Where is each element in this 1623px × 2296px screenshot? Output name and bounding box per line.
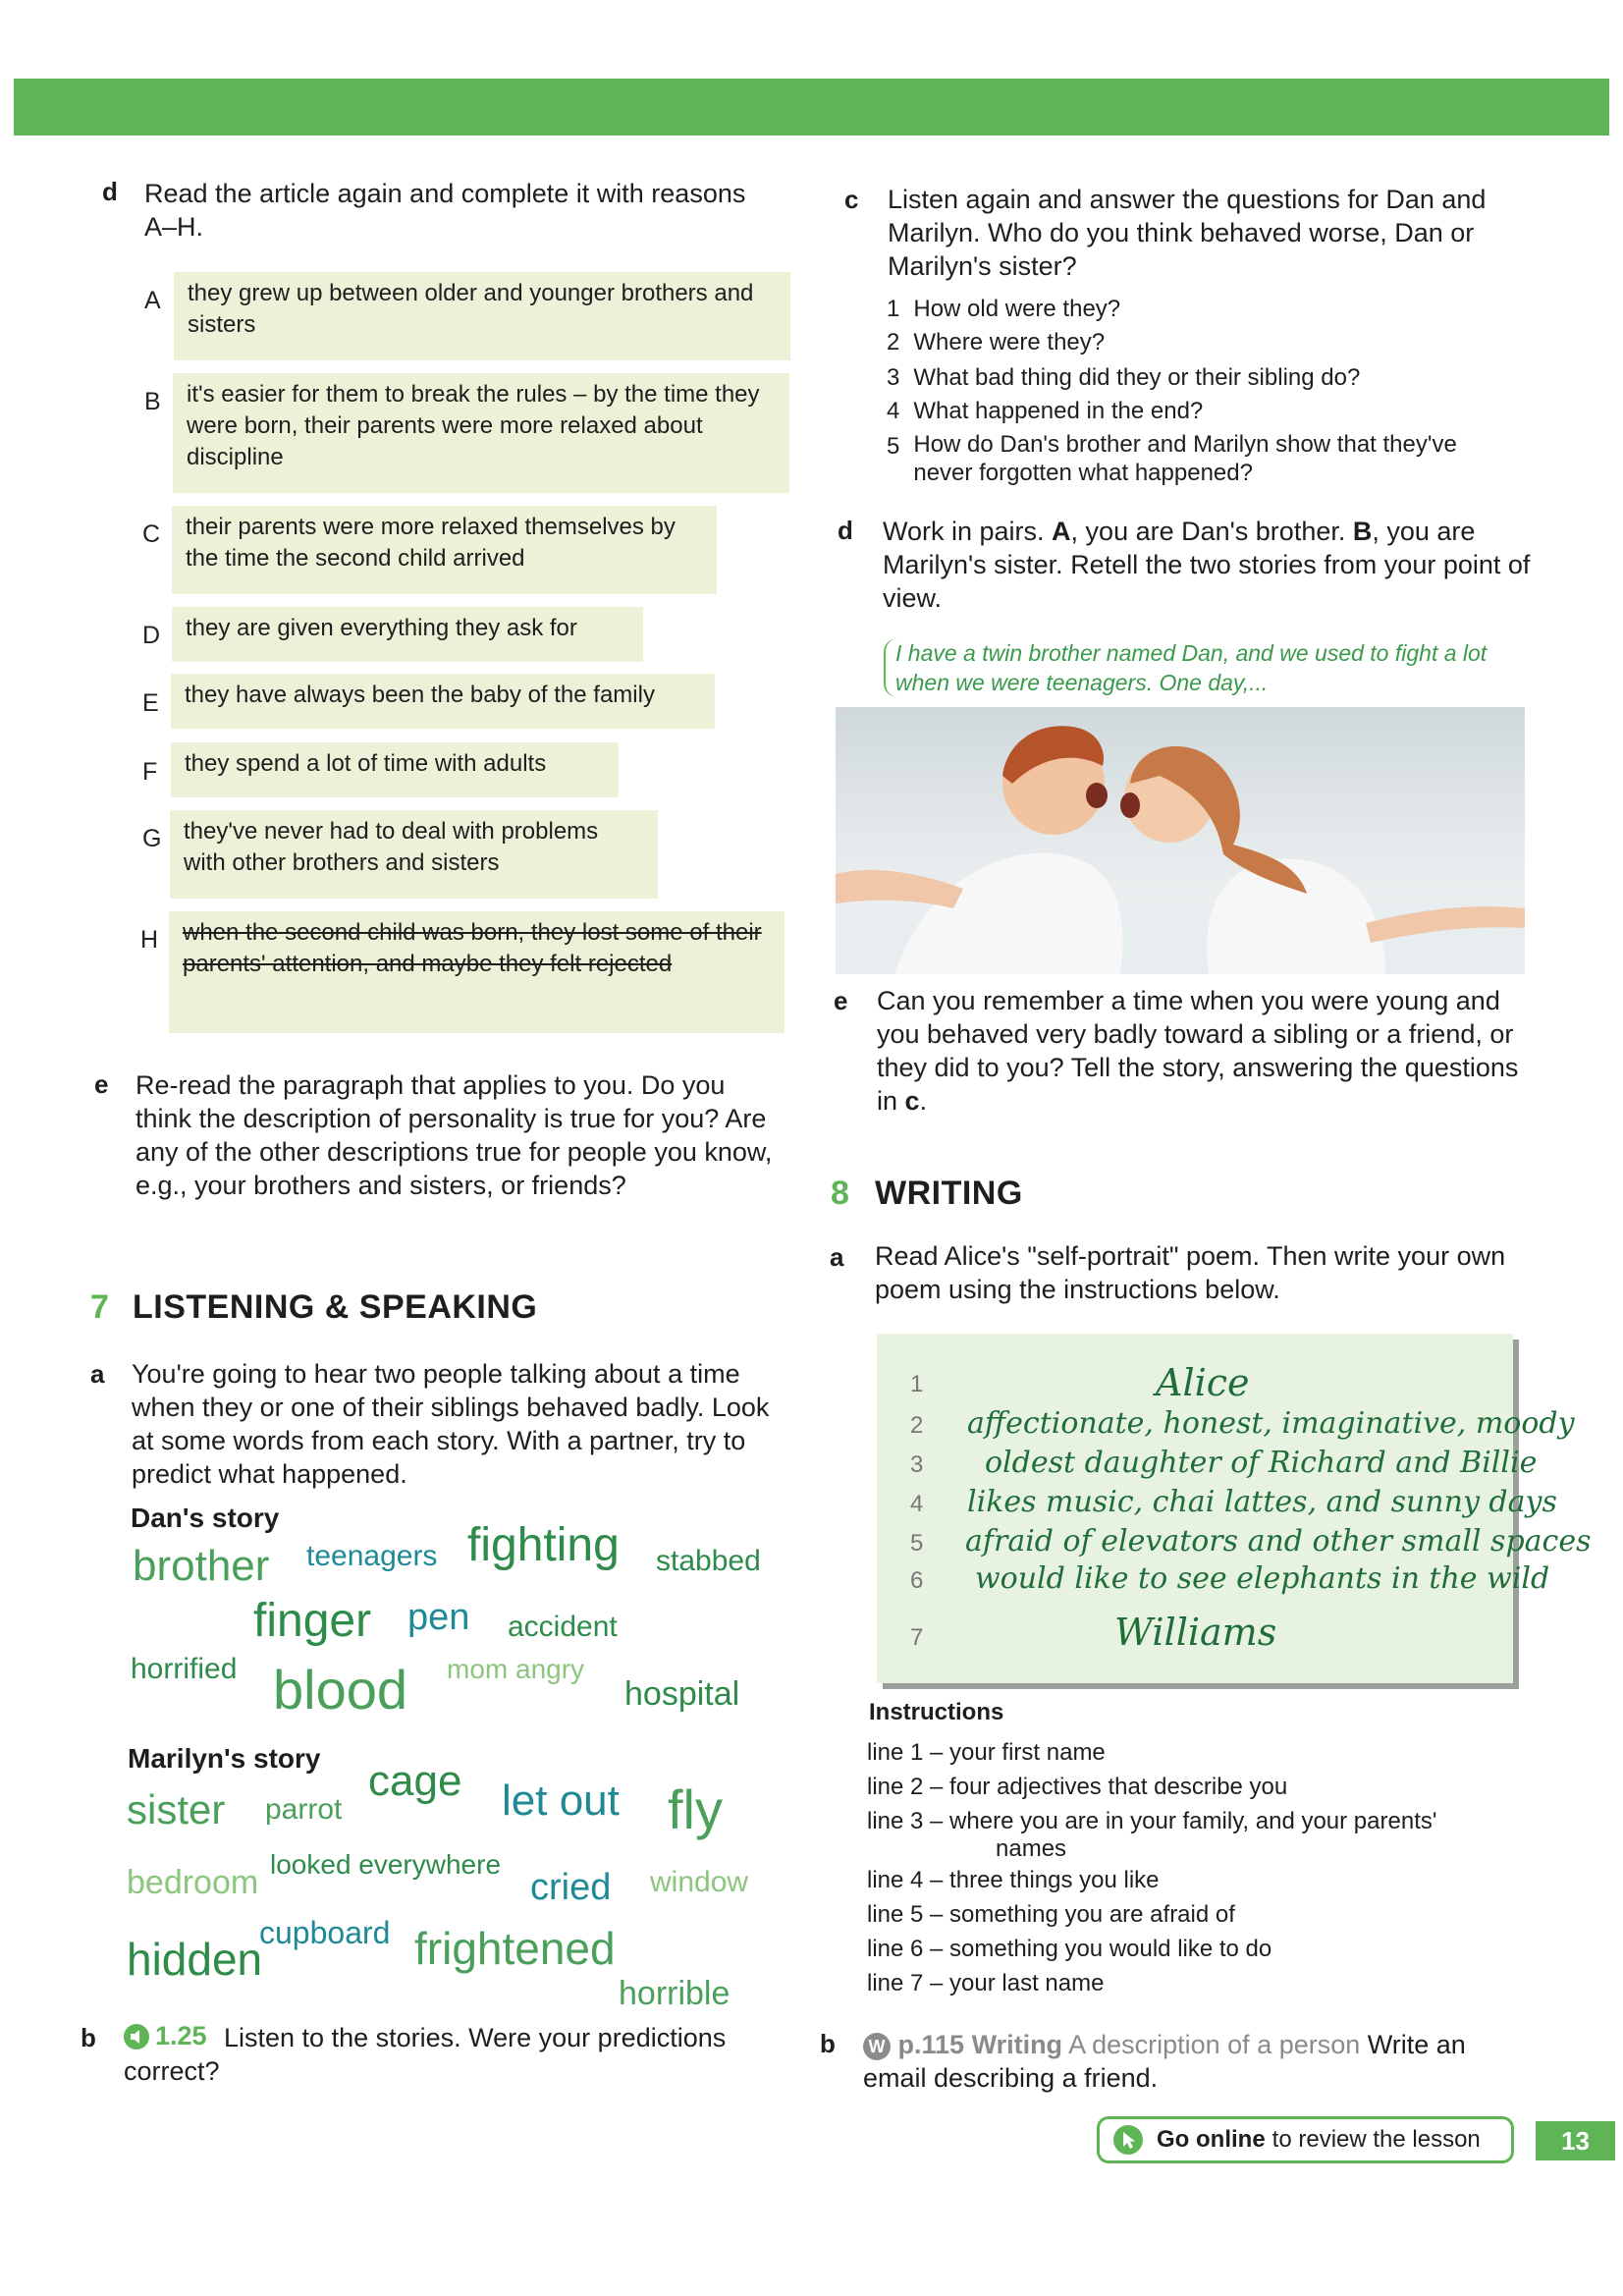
reason-box-e: they have always been the baby of the family xyxy=(171,674,715,729)
poem-line-number: 5 xyxy=(910,1530,924,1557)
word-chip: teenagers xyxy=(306,1540,438,1572)
writing-task: Write an email describing a friend. xyxy=(863,2030,1466,2093)
section-7-number: 7 xyxy=(90,1288,109,1326)
word-chip: sister xyxy=(127,1786,226,1832)
reason-letter: G xyxy=(142,825,162,852)
poem-line: likes music, chai lattes, and sunny days xyxy=(967,1485,1557,1519)
poem-line: would like to see elephants in the wild xyxy=(975,1561,1550,1596)
poem-card xyxy=(877,1334,1592,1683)
word-chip: bedroom xyxy=(127,1864,259,1901)
exercise-7a-text: You're going to hear two people talking about a time when they or one of their siblings behaved badly. Look at some words from each story. With a partner, try to predict what happened. xyxy=(132,1359,770,1489)
instruction-item: names xyxy=(996,1835,1067,1862)
reason-letter: D xyxy=(142,622,161,649)
go-online-label: Go online xyxy=(1157,2126,1266,2153)
exercise-d2-text: Work in pairs. A, you are Dan's brother. B, you are Marilyn's sister. Retell the two stories from your point of view. xyxy=(883,517,1531,613)
exercise-e-text: Re-read the paragraph that applies to you. Do you think the description of personality is true for you? Are any of the other descriptions true for people you know, e.g., your brothers and sisters, or friends? xyxy=(135,1070,773,1200)
word-chip: looked everywhere xyxy=(270,1849,502,1880)
word-chip: finger xyxy=(253,1595,372,1647)
question-number: 2 xyxy=(887,329,900,355)
reason-letter: F xyxy=(142,758,158,786)
word-chip: hidden xyxy=(127,1934,263,1985)
question-text: How old were they? xyxy=(913,296,1121,322)
exercise-7b-text: Listen to the stories. Were your predictions correct? xyxy=(124,2023,727,2086)
word-chip: accident xyxy=(508,1611,618,1643)
reason-box-h-example: when the second child was born, they lost some of their parents' attention, and maybe they felt rejected xyxy=(169,911,784,1033)
siblings-photo xyxy=(836,707,1525,974)
question-item xyxy=(887,361,1535,395)
word-chip: mom angry xyxy=(447,1654,585,1684)
instructions-list xyxy=(867,1735,1535,2000)
question-number: 3 xyxy=(887,364,900,391)
reason-letter: C xyxy=(142,520,161,548)
question-text: Where were they? xyxy=(913,329,1106,355)
word-chip: parrot xyxy=(265,1793,343,1826)
question-item xyxy=(887,326,1535,359)
audio-track-number: 1.25 xyxy=(155,2021,207,2050)
word-chip: window xyxy=(650,1866,749,1898)
question-number: 4 xyxy=(887,398,900,424)
exercise-c-instruction: Listen again and answer the questions for Dan and Marilyn. Who do you think behaved worse, Dan or Marilyn's sister? xyxy=(888,185,1487,281)
word-chip: let out xyxy=(502,1777,620,1825)
question-text: What bad thing did they or their sibling do? xyxy=(913,364,1361,391)
poem-line-number: 1 xyxy=(910,1371,924,1397)
reason-box-f: they spend a lot of time with adults xyxy=(171,742,619,797)
reason-letter: H xyxy=(140,926,159,954)
word-chip: cupboard xyxy=(259,1915,391,1950)
dan-story-label: Dan's story xyxy=(131,1503,280,1533)
writing-badge-icon: W xyxy=(863,2033,891,2060)
poem-line: afraid of elevators and other small spaces xyxy=(965,1524,1592,1558)
word-chip: horrified xyxy=(131,1653,238,1685)
poem-line: affectionate, honest, imaginative, moody xyxy=(967,1406,1575,1441)
exercise-c-letter: c xyxy=(844,185,859,214)
writing-ref-title: A description of a person xyxy=(1068,2030,1361,2059)
exercise-d-letter: d xyxy=(102,177,118,206)
exercise-e2-text: Can you remember a time when you were young and you behaved very badly toward a sibling or a friend, or they did to you? Tell the story, answering the questions in c. xyxy=(877,986,1519,1116)
word-chip: blood xyxy=(273,1659,408,1721)
word-chip: fighting xyxy=(467,1519,620,1571)
exercise-7a-letter: a xyxy=(90,1359,105,1389)
poem-line-number: 4 xyxy=(910,1491,924,1517)
reason-box-b: it's easier for them to break the rules – by the time they were born, their parents were more relaxed about discipline xyxy=(173,373,789,493)
speech-bubble: I have a twin brother named Dan, and we used to fight a lot when we were teenagers. One day,... xyxy=(884,638,1534,697)
word-chip: cage xyxy=(368,1757,462,1805)
question-list xyxy=(887,293,1535,487)
exercise-d-instruction: Read the article again and complete it with reasons A–H. xyxy=(144,179,746,242)
question-number: 1 xyxy=(887,296,900,322)
poem-line: Alice xyxy=(1156,1361,1250,1404)
section-8-number: 8 xyxy=(831,1175,849,1212)
section-7-title: LISTENING & SPEAKING xyxy=(133,1288,538,1326)
instruction-item: line 7 – your last name xyxy=(867,1970,1105,1996)
word-chip: frightened xyxy=(414,1923,616,1974)
poem-line: oldest daughter of Richard and Billie xyxy=(985,1446,1538,1480)
question-item xyxy=(887,430,1535,487)
exercise-d2-letter: d xyxy=(838,516,853,545)
question-text: What happened in the end? xyxy=(913,398,1204,424)
poem-line-number: 6 xyxy=(910,1567,924,1594)
cursor-icon xyxy=(1113,2125,1143,2155)
poem-line-number: 2 xyxy=(910,1412,924,1439)
word-chip: fly xyxy=(668,1778,723,1840)
question-text: How do Dan's brother and Marilyn show that they've never forgotten what happened? xyxy=(913,431,1457,486)
reason-box-a: they grew up between older and younger brothers and sisters xyxy=(174,272,790,360)
poem-line: Williams xyxy=(1114,1611,1277,1654)
instruction-item: line 1 – your first name xyxy=(867,1739,1106,1766)
reason-box-d: they are given everything they ask for xyxy=(172,607,643,662)
instruction-item: line 2 – four adjectives that describe you xyxy=(867,1774,1288,1800)
instruction-item: line 4 – three things you like xyxy=(867,1867,1160,1893)
reason-box-g: they've never had to deal with problems with other brothers and sisters xyxy=(170,810,658,899)
reason-letter: E xyxy=(142,689,159,717)
question-item xyxy=(887,395,1535,428)
instruction-item: line 3 – where you are in your family, and your parents' xyxy=(867,1808,1437,1834)
go-online-button[interactable] xyxy=(1097,2116,1514,2163)
instructions-heading: Instructions xyxy=(869,1699,1004,1725)
exercise-e2-letter: e xyxy=(834,986,848,1015)
instruction-item: line 6 – something you would like to do xyxy=(867,1936,1272,1962)
marilyn-story-label: Marilyn's story xyxy=(128,1743,321,1774)
reason-letter: B xyxy=(144,388,161,415)
poem-line-number: 7 xyxy=(910,1624,924,1651)
exercise-e-letter: e xyxy=(94,1069,109,1099)
word-chip: stabbed xyxy=(656,1545,761,1577)
word-chip: cried xyxy=(530,1867,612,1908)
reason-box-c: their parents were more relaxed themselves by the time the second child arrived xyxy=(172,506,717,594)
question-item xyxy=(887,293,1535,326)
go-online-text: to review the lesson xyxy=(1271,2126,1481,2153)
page-number: 13 xyxy=(1536,2121,1615,2160)
exercise-8a-letter: a xyxy=(830,1242,844,1272)
question-number: 5 xyxy=(887,433,900,460)
word-chip: pen xyxy=(407,1597,470,1638)
section-8-title: WRITING xyxy=(875,1175,1023,1212)
word-chip: hospital xyxy=(624,1675,740,1713)
exercise-8b-text[interactable] xyxy=(863,2028,1531,2095)
word-chip: brother xyxy=(133,1542,270,1590)
exercise-7b-letter: b xyxy=(81,2023,96,2052)
writing-ref: p.115 Writing xyxy=(897,2030,1063,2059)
instruction-item: line 5 – something you are afraid of xyxy=(867,1901,1235,1928)
poem-line-number: 3 xyxy=(910,1451,924,1478)
word-chip: horrible xyxy=(619,1975,730,2012)
reason-letter: A xyxy=(144,287,161,314)
exercise-8b-letter: b xyxy=(820,2029,836,2058)
exercise-8a-text: Read Alice's "self-portrait" poem. Then write your own poem using the instructions below. xyxy=(875,1241,1506,1304)
top-color-band xyxy=(14,79,1609,136)
